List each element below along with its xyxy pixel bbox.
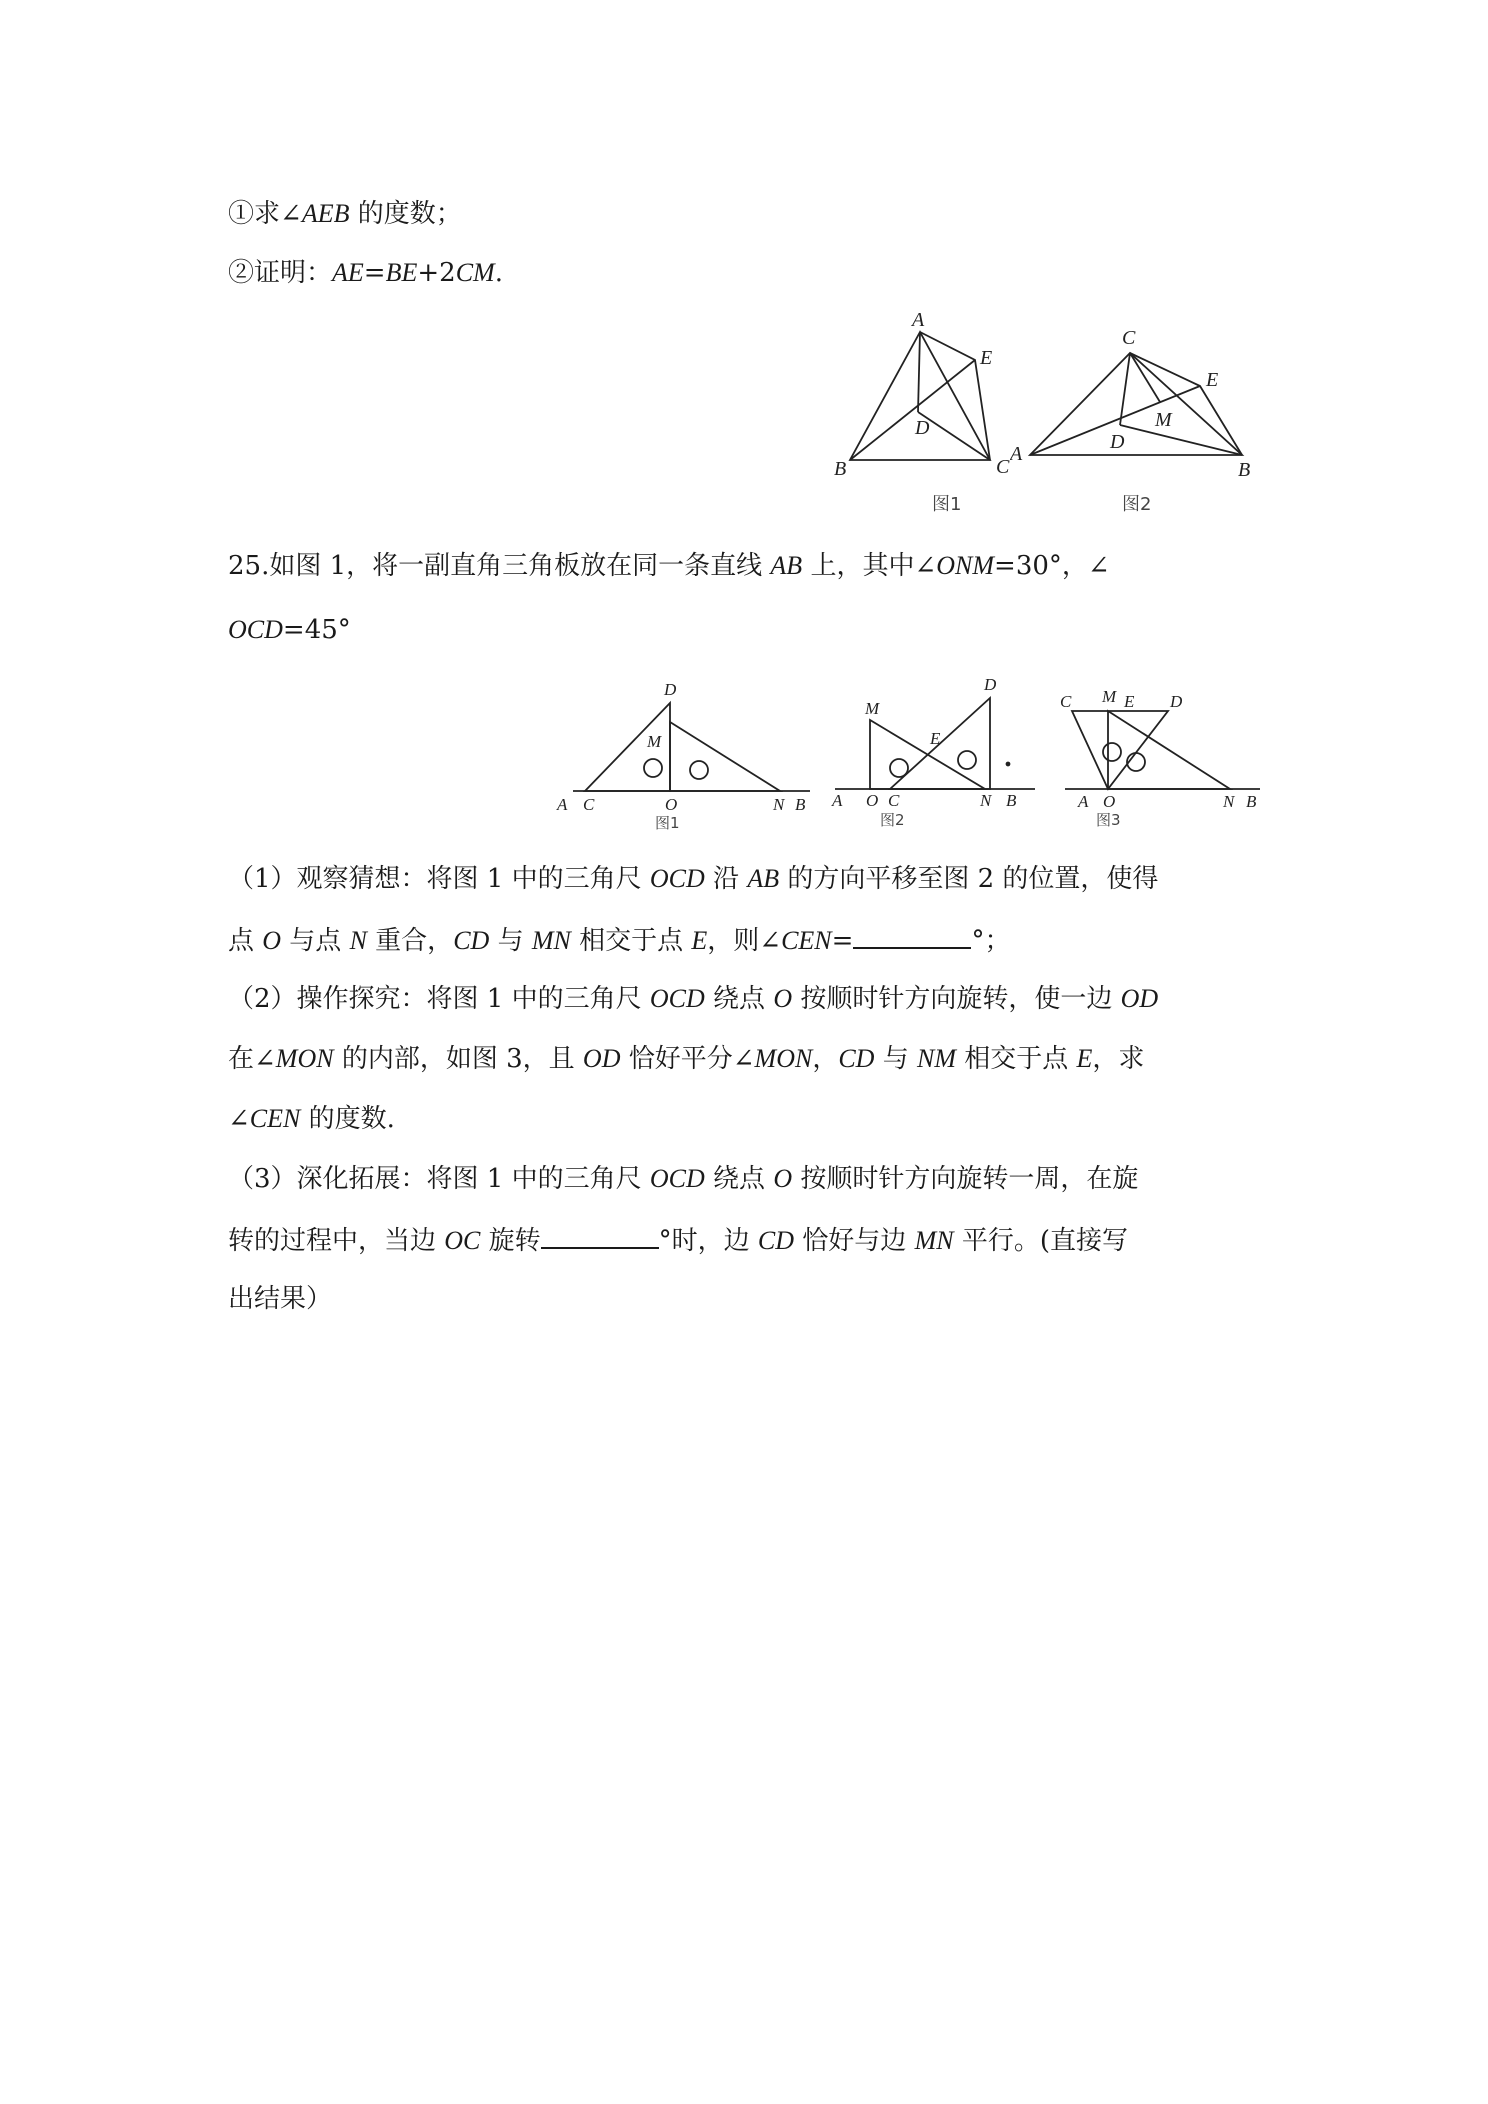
- p25-intro-line2: OCD=45°: [228, 615, 351, 645]
- triangle-onm: [1108, 711, 1230, 789]
- p25-q3-line3: 出结果）: [228, 1284, 333, 1314]
- label-c: C: [1122, 327, 1136, 349]
- label-d: D: [915, 417, 930, 439]
- caption: 图3: [1096, 811, 1121, 829]
- label-d: D: [984, 675, 997, 694]
- caption: 图2: [880, 811, 905, 829]
- caption: 图1: [655, 814, 680, 832]
- label-n: N: [1223, 792, 1235, 811]
- label-b: B: [834, 458, 847, 480]
- label-m: M: [1102, 688, 1117, 706]
- label-e: E: [930, 729, 941, 748]
- label-b: B: [795, 795, 806, 814]
- p25-figure-3: [1060, 688, 1270, 843]
- label-b: B: [1246, 792, 1257, 811]
- p25-q3-line2: 转的过程中，当边 OC 旋转 °时，边 CD 恰好与边 MN 平行。(直接写: [228, 1219, 1128, 1261]
- p25-figure-2: [830, 665, 1040, 840]
- label-a: A: [912, 310, 925, 331]
- label-m: M: [865, 699, 880, 718]
- p25-q3-line1: （3）深化拓展：将图 1 中的三角尺 OCD 绕点 O 按顺时针方向旋转一周，在旋: [228, 1164, 1139, 1194]
- label-c: C: [888, 791, 900, 810]
- label-a: A: [1010, 443, 1023, 465]
- p25-q1-line2: 点 O 与点 N 重合，CD 与 MN 相交于点 E，则∠CEN= °；: [228, 919, 1010, 961]
- label-c: C: [1060, 692, 1072, 711]
- p25-figure-1: [555, 670, 815, 840]
- label-c: C: [583, 795, 595, 814]
- label-e: E: [1124, 692, 1135, 711]
- label-o: O: [866, 791, 879, 810]
- label-d: D: [664, 680, 677, 699]
- hole-circle: [890, 759, 908, 777]
- label-n: N: [773, 795, 785, 814]
- label-b: B: [1238, 459, 1251, 481]
- label-o: O: [1103, 792, 1116, 811]
- p24-sub1: ①求∠AEB 的度数；: [228, 199, 462, 229]
- label-b: B: [1006, 791, 1017, 810]
- answer-blank[interactable]: [853, 919, 971, 949]
- p24-figure-1: [830, 310, 1030, 520]
- triangle-onm: [670, 722, 780, 791]
- label-a: A: [557, 795, 568, 814]
- p25-q1-line1: （1）观察猜想：将图 1 中的三角尺 OCD 沿 AB 的方向平移至图 2 的位置，使得: [228, 864, 1159, 894]
- label-d: D: [1110, 431, 1125, 453]
- dot-mark: [1007, 763, 1010, 766]
- label-m: M: [1155, 409, 1172, 431]
- p25-q2-line2: 在∠MON 的内部，如图 3，且 OD 恰好平分∠MON，CD 与 NM 相交于点 E，求: [228, 1044, 1145, 1074]
- p24-figure-2: [1010, 320, 1260, 520]
- segment-ad: [918, 332, 920, 412]
- label-e: E: [980, 347, 993, 369]
- p24-sub2: ②证明：AE=BE+2CM.: [228, 258, 503, 288]
- hole-circle: [690, 761, 708, 779]
- segment-db: [1120, 425, 1242, 455]
- caption: 图1: [932, 494, 962, 515]
- label-e: E: [1206, 369, 1219, 391]
- hole-circle: [644, 759, 662, 777]
- hole-circle: [958, 751, 976, 769]
- label-o: O: [665, 795, 678, 814]
- label-n: N: [980, 791, 992, 810]
- answer-blank[interactable]: [541, 1219, 659, 1249]
- p25-q2-line1: （2）操作探究：将图 1 中的三角尺 OCD 绕点 O 按顺时针方向旋转，使一边 OD: [228, 984, 1159, 1014]
- hole-circle: [1103, 743, 1121, 761]
- label-a: A: [832, 791, 843, 810]
- label-c: C: [996, 456, 1010, 478]
- label-d: D: [1170, 692, 1183, 711]
- p25-intro-line1: 25.如图 1，将一副直角三角板放在同一条直线 AB 上，其中∠ONM=30°，∠: [228, 551, 1110, 581]
- p25-q2-line3: ∠CEN 的度数.: [228, 1104, 395, 1134]
- label-m: M: [647, 732, 662, 751]
- caption: 图2: [1122, 494, 1152, 515]
- label-a: A: [1078, 792, 1089, 811]
- segment-be: [850, 360, 975, 460]
